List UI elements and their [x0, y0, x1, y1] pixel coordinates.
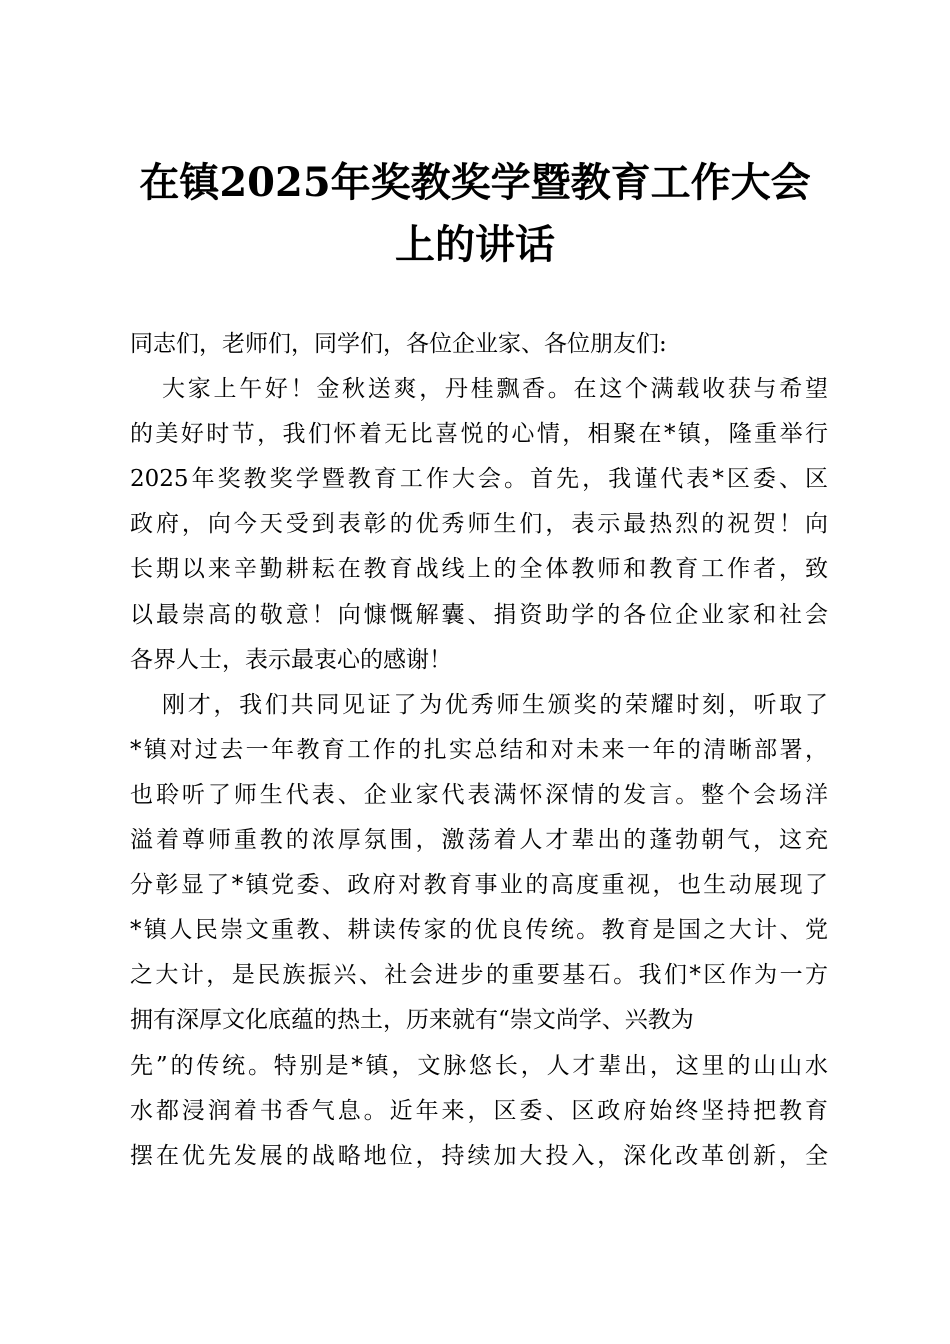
text-line: *镇人民崇文重教、耕读传家的优良传统。教育是国之大计、党	[130, 917, 828, 944]
text-line: *镇对过去一年教育工作的扎实总结和对未来一年的清晰部署，	[130, 736, 828, 763]
text-line: 分彰显了*镇党委、政府对教育事业的高度重视，也生动展现了	[130, 872, 828, 899]
document-title-line-2: 上的讲话	[395, 221, 555, 268]
text-line: 大家上午好！金秋送爽，丹桂飘香。在这个满载收获与希望	[162, 376, 828, 403]
text-line: 拥有深厚文化底蕴的热土，历来就有“崇文尚学、兴教为	[130, 1007, 694, 1034]
paragraph-2	[130, 683, 828, 1179]
text-line: 长期以来辛勤耕耘在教育战线上的全体教师和教育工作者，致	[130, 556, 828, 583]
paragraph-1	[130, 367, 828, 683]
text-line: 各界人士，表示最衷心的感谢！	[130, 646, 452, 673]
text-line: 的美好时节，我们怀着无比喜悦的心情，相聚在*镇，隆重举行	[130, 421, 828, 448]
document-body	[130, 322, 828, 1179]
text-line: 水都浸润着书香气息。近年来，区委、区政府始终坚持把教育	[130, 1097, 828, 1124]
text-line: 摆在优先发展的战略地位，持续加大投入，深化改革创新，全	[130, 1142, 828, 1169]
greeting: 同志们，老师们，同学们，各位企业家、各位朋友们:	[130, 331, 667, 357]
text-line: 之大计，是民族振兴、社会进步的重要基石。我们*区作为一方	[130, 962, 828, 989]
text-line: 溢着尊师重教的浓厚氛围，激荡着人才辈出的蓬勃朝气，这充	[130, 827, 828, 854]
text-line: 先”的传统。特别是*镇，文脉悠长，人才辈出，这里的山山水	[130, 1052, 828, 1079]
text-line: 刚才，我们共同见证了为优秀师生颁奖的荣耀时刻，听取了	[162, 691, 828, 718]
text-line: 政府，向今天受到表彰的优秀师生们，表示最热烈的祝贺！向	[130, 511, 828, 538]
text-line: 2025年奖教奖学暨教育工作大会。首先，我谨代表*区委、区	[130, 466, 828, 493]
document-title-line-1: 在镇2025年奖教奖学暨教育工作大会	[139, 159, 811, 206]
text-line: 以最崇高的敬意！向慷慨解囊、捐资助学的各位企业家和社会	[130, 601, 828, 628]
text-line: 也聆听了师生代表、企业家代表满怀深情的发言。整个会场洋	[130, 781, 828, 808]
